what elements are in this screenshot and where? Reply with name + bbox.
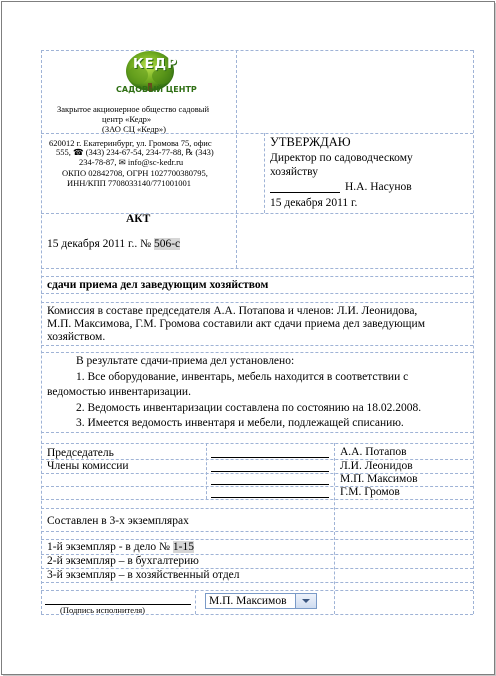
approval-position-line1: Директор по садоводческому [270,152,413,164]
approval-date: 15 декабря 2011 г. [270,197,358,209]
address-line: 234-78-87, ✉ info@sc-kedr.ru [79,157,184,167]
signature-line [211,484,329,485]
address-line: ИНН/КПП 7708033140/771001001 [67,178,191,188]
act-subject: сдачи приема дел заведующим хозяйством [47,279,269,291]
signatory-name: Г.М. Громов [340,486,400,498]
approval-position-line2: хозяйству [270,166,318,178]
copies-header: Составлен в 3-х экземплярах [47,515,189,527]
signature-line [211,471,329,472]
copy-1-text: 1-й экземпляр - в дело № [47,541,171,553]
case-number[interactable]: 1-15 [172,541,194,553]
act-date [47,238,180,251]
address-line: 620012 г. Екатеринбург, ул. Громова 75, офис [49,138,212,148]
approval-signature-line [270,192,340,193]
address-line: ОКПО 02842708, ОГРН 1027700380795, [62,168,208,178]
dropdown-arrow-icon[interactable] [295,594,316,608]
approval-title: УТВЕРЖДАЮ [270,135,351,149]
signatory-name: Л.И. Леонидов [340,460,413,472]
copy-2: 2-й экземпляр – в бухгалтерию [47,555,199,567]
signatory-name: А.А. Потапов [340,446,407,458]
finding-item-1-cont: ведомостью инвентаризации. [47,386,191,398]
logo-brand: КЕДР [133,57,178,72]
commission-line: хозяйством. [47,331,106,343]
findings-intro: В результате сдачи-приема дел установлено: [76,355,295,367]
company-logo [112,49,197,101]
company-name-line: (ЗАО СЦ «Кедр») [102,124,166,134]
act-date-text: 15 декабря 2011 г.. № [47,238,152,250]
company-name-line: Закрытое акционерное общество садовый [57,104,210,114]
commission-line: М.П. Максимова, Г.М. Громова составили акт сдачи приема дел заведующим [47,318,425,330]
executor-select[interactable] [205,593,317,609]
signature-line [211,497,329,498]
signature-line [211,457,329,458]
finding-item-2: 2. Ведомость инвентаризации составлена по состоянию на 18.02.2008. [76,402,422,414]
executor-caption: (Подпись исполнителя) [60,605,145,615]
finding-item-1: 1. Все оборудование, инвентарь, мебель находится в соответствии с [76,371,409,383]
signatory-name: М.П. Максимов [340,473,418,485]
company-name-line: центр «Кедр» [102,114,152,124]
act-title: АКТ [126,213,151,225]
executor-selected-value: М.П. Максимов [209,595,287,607]
copy-1 [47,541,194,554]
address-line: 555, ☎ (343) 234-67-54, 234-77-88, ℞ (343) [56,147,214,157]
members-label: Члены комиссии [47,460,129,472]
copy-3: 3-й экземпляр – в хозяйственный отдел [47,569,240,581]
approval-name: Н.А. Насунов [345,181,412,193]
act-number[interactable]: 506-с [153,238,181,250]
finding-item-3: 3. Имеется ведомость инвентаря и мебели, подлежащей списанию. [76,417,404,429]
chairman-label: Председатель [47,447,114,459]
logo-tagline: САДОВЫЙ ЦЕНТР [116,85,197,94]
commission-line: Комиссия в составе председателя А.А. Потапова и членов: Л.И. Леонидова, [47,305,418,317]
